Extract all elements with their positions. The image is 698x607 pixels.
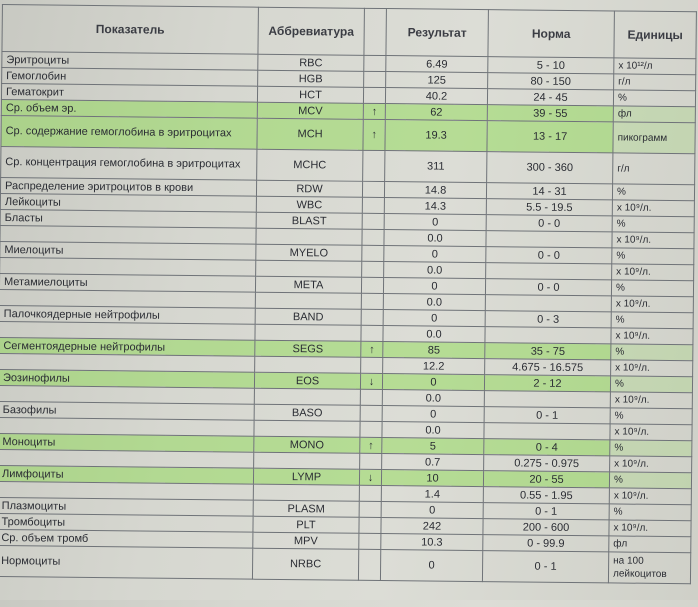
- row-name: Гемоглобин: [2, 68, 258, 87]
- row-flag: [361, 277, 383, 293]
- row-name: Лимфоциты: [0, 466, 254, 485]
- row-result: 85: [383, 342, 485, 359]
- row-abbr: MPV: [253, 532, 359, 549]
- row-flag: [359, 485, 381, 501]
- row-result: 10.3: [381, 534, 483, 551]
- header-flag: [364, 8, 386, 55]
- row-abbr: [254, 388, 360, 405]
- row-flag: [360, 421, 382, 437]
- row-abbr: BLAST: [256, 212, 362, 229]
- row-flag: ↑: [360, 437, 382, 453]
- row-norm: 39 - 55: [487, 105, 613, 122]
- row-abbr: [256, 228, 362, 245]
- row-name: Распределение эритроцитов в крови: [0, 178, 256, 197]
- row-unit: x 10⁹/л.: [611, 360, 693, 377]
- row-result: 0: [383, 310, 485, 327]
- row-result: 125: [386, 72, 488, 89]
- row-flag: [359, 533, 381, 549]
- row-unit: x 10¹²/л: [614, 58, 696, 75]
- row-result: 0: [381, 502, 483, 519]
- row-norm: 0 - 0: [486, 215, 612, 232]
- row-result: 0.7: [382, 454, 484, 471]
- row-abbr: MCHC: [257, 149, 363, 181]
- row-abbr: [253, 484, 359, 501]
- row-result: 14.3: [384, 198, 486, 215]
- row-unit: %: [612, 248, 694, 265]
- row-unit: г/л: [613, 153, 695, 185]
- row-abbr: HGB: [258, 70, 364, 87]
- row-abbr: BASO: [254, 404, 360, 421]
- row-flag: [360, 453, 382, 469]
- row-unit: %: [610, 408, 692, 425]
- row-unit: %: [610, 440, 692, 457]
- row-norm: 20 - 55: [483, 471, 609, 488]
- row-unit: пикограмм: [613, 122, 695, 154]
- row-unit: %: [612, 184, 694, 201]
- row-abbr: NRBC: [252, 548, 358, 580]
- row-name: Метамиелоциты: [0, 274, 256, 293]
- row-norm: 0 - 4: [484, 439, 610, 456]
- row-norm: 0.275 - 0.975: [484, 455, 610, 472]
- row-flag: [361, 325, 383, 341]
- row-flag: [358, 549, 380, 580]
- row-flag: [362, 197, 384, 213]
- row-unit: %: [609, 472, 691, 489]
- row-norm: [485, 295, 611, 312]
- row-flag: [362, 213, 384, 229]
- row-abbr: MONO: [254, 436, 360, 453]
- row-result: 242: [381, 518, 483, 535]
- row-norm: 4.675 - 16.575: [485, 359, 611, 376]
- row-result: 12.2: [383, 358, 485, 375]
- row-name: Плазмоциты: [0, 497, 253, 516]
- row-abbr: MCH: [257, 118, 363, 150]
- row-norm: 0 - 3: [485, 311, 611, 328]
- row-norm: [486, 231, 612, 248]
- row-flag: [359, 517, 381, 533]
- row-norm: 80 - 150: [488, 73, 614, 90]
- row-unit: x 10⁹/л.: [610, 392, 692, 409]
- row-name: Ср. объем тромб: [0, 529, 253, 548]
- row-name: Палочкоядерные нейтрофилы: [0, 306, 255, 325]
- row-abbr: RBC: [258, 54, 364, 71]
- row-name: Ср. концентрация гемоглобина в эритроцитах: [1, 147, 257, 181]
- row-flag: ↑: [361, 341, 383, 357]
- row-flag: ↑: [363, 119, 385, 150]
- row-unit: фл: [609, 536, 691, 553]
- row-unit: %: [611, 280, 693, 297]
- row-result: 311: [385, 151, 487, 183]
- row-result: 0.0: [382, 422, 484, 439]
- row-unit: x 10⁹/л.: [609, 488, 691, 505]
- row-name: Бласты: [0, 210, 256, 229]
- table-header-row: [2, 5, 696, 59]
- row-result: 0.0: [384, 262, 486, 279]
- row-abbr: PLT: [253, 516, 359, 533]
- row-result: 0.0: [382, 390, 484, 407]
- row-norm: 2 - 12: [484, 375, 610, 392]
- row-abbr: [254, 452, 360, 469]
- row-flag: ↓: [360, 373, 382, 389]
- row-flag: [359, 501, 381, 517]
- row-abbr: META: [255, 276, 361, 293]
- header-norm: Норма: [488, 10, 614, 58]
- row-abbr: SEGS: [255, 340, 361, 357]
- row-abbr: BAND: [255, 308, 361, 325]
- row-norm: 5 - 10: [488, 57, 614, 74]
- row-result: 0: [382, 406, 484, 423]
- row-name: Ср. содержание гемоглобина в эритроцитах: [1, 116, 257, 150]
- row-norm: 5.5 - 19.5: [486, 199, 612, 216]
- header-units: Единицы: [614, 11, 696, 59]
- row-result: 0.0: [384, 230, 486, 247]
- row-name: Моноциты: [0, 434, 254, 453]
- row-result: 62: [385, 104, 487, 121]
- row-flag: [362, 245, 384, 261]
- row-flag: [360, 405, 382, 421]
- row-result: 19.3: [385, 120, 487, 152]
- row-result: 1.4: [381, 486, 483, 503]
- row-flag: [364, 55, 386, 71]
- row-unit: x 10⁹/л.: [612, 232, 694, 249]
- row-unit: %: [612, 216, 694, 233]
- row-abbr: [255, 356, 361, 373]
- row-abbr: LYMP: [253, 468, 359, 485]
- header-abbr: Аббревиатура: [258, 7, 364, 55]
- row-abbr: WBC: [256, 196, 362, 213]
- row-flag: ↓: [359, 469, 381, 485]
- row-flag: ↑: [363, 103, 385, 119]
- row-abbr: RDW: [256, 180, 362, 197]
- row-norm: 13 - 17: [487, 121, 613, 153]
- header-result: Результат: [386, 9, 488, 57]
- row-unit: фл: [613, 106, 695, 123]
- row-result: 0: [384, 214, 486, 231]
- row-abbr: EOS: [254, 372, 360, 389]
- row-name: Эритроциты: [2, 52, 258, 71]
- row-flag: [362, 229, 384, 245]
- row-unit: x 10⁹/л.: [609, 520, 691, 537]
- row-unit: x 10⁹/л.: [611, 328, 693, 345]
- row-result: 0.0: [383, 326, 485, 343]
- row-flag: [361, 309, 383, 325]
- row-result: 0.0: [383, 294, 485, 311]
- row-name: Тромбоциты: [0, 513, 253, 532]
- row-result: 0: [380, 550, 482, 582]
- row-norm: 200 - 600: [483, 519, 609, 536]
- row-norm: 0 - 1: [482, 551, 608, 583]
- row-result: 10: [381, 470, 483, 487]
- row-norm: 0 - 99.9: [483, 535, 609, 552]
- row-flag: [362, 261, 384, 277]
- row-norm: [486, 263, 612, 280]
- row-flag: [362, 181, 384, 197]
- row-norm: 24 - 45: [487, 89, 613, 106]
- row-abbr: HCT: [257, 86, 363, 103]
- table-row: [0, 545, 691, 583]
- row-name: Лейкоциты: [0, 194, 256, 213]
- row-abbr: PLASM: [253, 500, 359, 517]
- row-norm: 300 - 360: [487, 152, 613, 184]
- row-name: Нормоциты: [0, 545, 253, 579]
- row-name: Миелоциты: [0, 242, 256, 261]
- row-abbr: [254, 420, 360, 437]
- row-norm: 0 - 1: [484, 407, 610, 424]
- row-norm: 14 - 31: [486, 183, 612, 200]
- blood-test-table: [0, 4, 697, 584]
- row-unit: г/л: [614, 74, 696, 91]
- row-flag: [361, 293, 383, 309]
- row-abbr: [255, 324, 361, 341]
- row-flag: [363, 87, 385, 103]
- row-result: 6.49: [386, 56, 488, 73]
- row-abbr: [256, 260, 362, 277]
- row-norm: 0 - 0: [485, 279, 611, 296]
- row-norm: 0 - 0: [486, 247, 612, 264]
- row-result: 5: [382, 438, 484, 455]
- row-norm: 35 - 75: [485, 343, 611, 360]
- row-flag: [361, 357, 383, 373]
- row-abbr: MCV: [257, 102, 363, 119]
- row-flag: [363, 150, 385, 181]
- row-name: Сегментоядерные нейтрофилы: [0, 338, 255, 357]
- row-result: 0: [382, 374, 484, 391]
- row-unit: x 10⁹/л.: [611, 296, 693, 313]
- row-unit: x 10⁹/л.: [610, 456, 692, 473]
- row-abbr: MYELO: [256, 244, 362, 261]
- row-unit: %: [611, 312, 693, 329]
- row-unit: %: [610, 376, 692, 393]
- row-result: 0: [383, 278, 485, 295]
- row-result: 14.8: [384, 182, 486, 199]
- row-flag: [364, 71, 386, 87]
- row-unit: %: [613, 90, 695, 107]
- row-name: Ср. объем эр.: [1, 100, 257, 119]
- row-norm: [484, 391, 610, 408]
- row-unit: %: [611, 344, 693, 361]
- row-unit: x 10⁹/л.: [610, 424, 692, 441]
- row-unit: x 10⁹/л.: [612, 264, 694, 281]
- row-abbr: [255, 292, 361, 309]
- row-result: 40.2: [385, 88, 487, 105]
- row-unit: %: [609, 504, 691, 521]
- row-name: Гематокрит: [1, 84, 257, 103]
- row-norm: [485, 327, 611, 344]
- row-name: Эозинофилы: [0, 370, 255, 389]
- row-norm: [484, 423, 610, 440]
- header-name: Показатель: [2, 5, 258, 55]
- row-name: Базофилы: [0, 402, 254, 421]
- row-unit: x 10⁹/л.: [612, 200, 694, 217]
- row-norm: 0 - 1: [483, 503, 609, 520]
- row-unit: на 100 лейкоцитов: [608, 552, 690, 584]
- row-result: 0: [384, 246, 486, 263]
- row-flag: [360, 389, 382, 405]
- row-norm: 0.55 - 1.95: [483, 487, 609, 504]
